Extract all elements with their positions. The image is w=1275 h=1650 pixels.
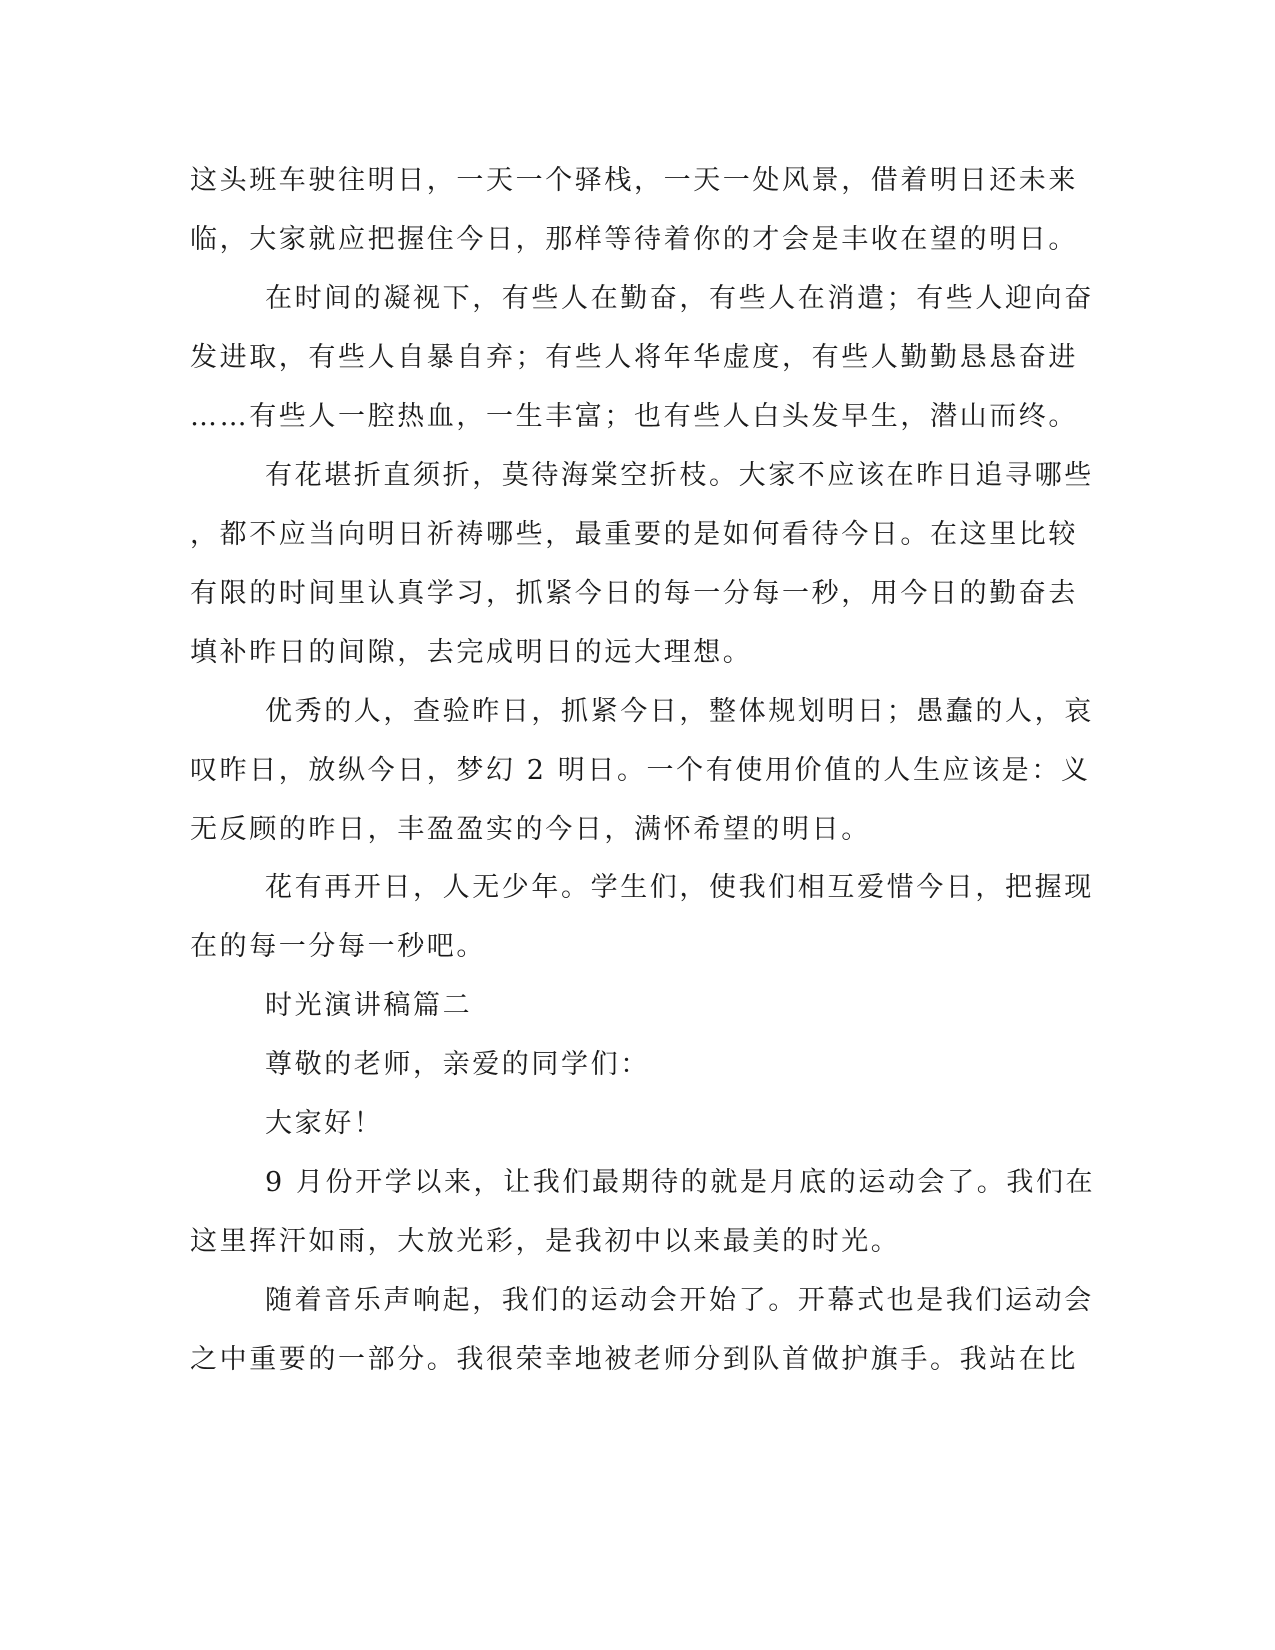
section-heading: 时光演讲稿篇二 <box>265 990 473 1021</box>
text-line: 这里挥汗如雨，大放光彩，是我初中以来最美的时光。 <box>190 1226 901 1257</box>
text-line: 这头班车驶往明日，一天一个驿栈，一天一处风景，借着明日还未来 <box>190 165 1078 196</box>
text-line: ，都不应当向明日祈祷哪些，最重要的是如何看待今日。在这里比较 <box>190 519 1078 550</box>
text-line: ……有些人一腔热血，一生丰富；也有些人白头发早生，潜山而终。 <box>190 401 1078 432</box>
text-line: 叹昨日，放纵今日，梦幻 2 明日。一个有使用价值的人生应该是：义 <box>190 755 1091 786</box>
text-line: 花有再开日，人无少年。学生们，使我们相互爱惜今日，把握现 <box>265 872 1094 903</box>
text-line: 有花堪折直须折，莫待海棠空折枝。大家不应该在昨日追寻哪些 <box>265 460 1094 491</box>
text-line: 大家好！ <box>265 1108 384 1139</box>
text-line: 9 月份开学以来，让我们最期待的就是月底的运动会了。我们在 <box>265 1167 1096 1198</box>
text-line: 有限的时间里认真学习，抓紧今日的每一分每一秒，用今日的勤奋去 <box>190 578 1078 609</box>
text-line: 填补昨日的间隙，去完成明日的远大理想。 <box>190 637 753 668</box>
text-line: 在的每一分每一秒吧。 <box>190 931 486 962</box>
text-line: 尊敬的老师，亲爱的同学们： <box>265 1049 650 1080</box>
text-line: 临，大家就应把握住今日，那样等待着你的才会是丰收在望的明日。 <box>190 224 1078 255</box>
text-line: 优秀的人，查验昨日，抓紧今日，整体规划明日；愚蠢的人，哀 <box>265 696 1094 727</box>
text-line: 之中重要的一部分。我很荣幸地被老师分到队首做护旗手。我站在比 <box>190 1344 1078 1375</box>
text-line: 随着音乐声响起，我们的运动会开始了。开幕式也是我们运动会 <box>265 1285 1094 1316</box>
text-line: 在时间的凝视下，有些人在勤奋，有些人在消遣；有些人迎向奋 <box>265 283 1094 314</box>
text-line: 发进取，有些人自暴自弃；有些人将年华虚度，有些人勤勤恳恳奋进 <box>190 342 1078 373</box>
text-line: 无反顾的昨日，丰盈盈实的今日，满怀希望的明日。 <box>190 814 871 845</box>
